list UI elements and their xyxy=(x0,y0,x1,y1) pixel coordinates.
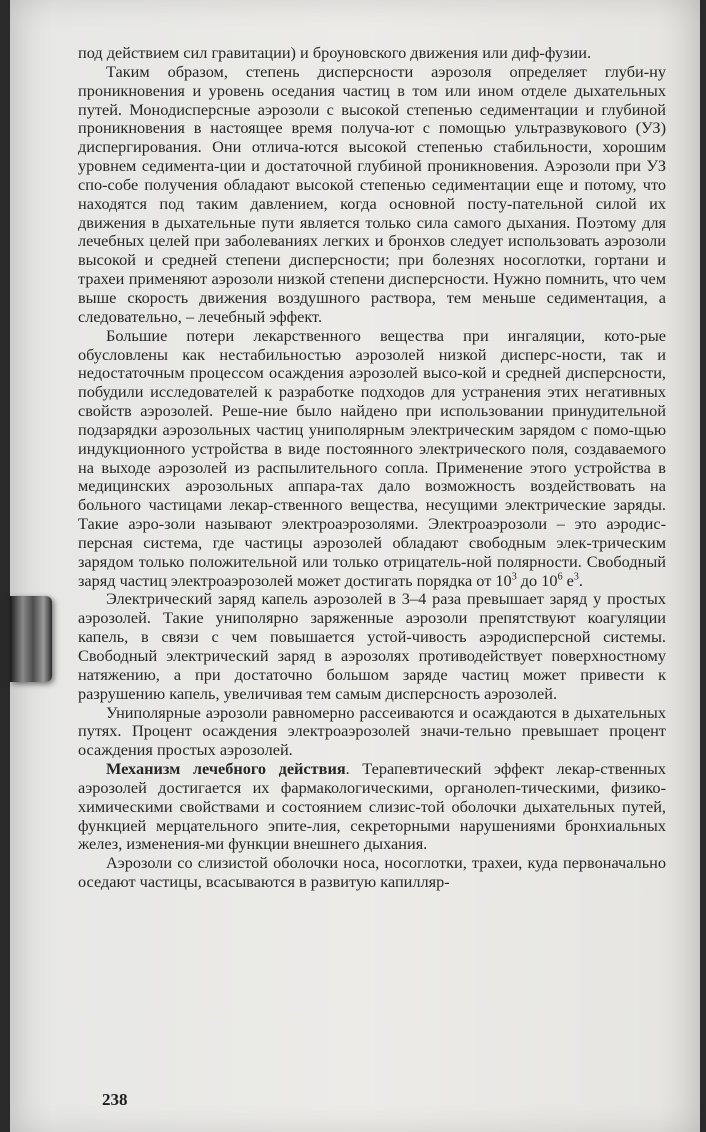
paragraph-electroaerosols xyxy=(78,327,666,591)
paragraph-unipolar xyxy=(78,704,666,761)
paragraph-text: . Терапевтический эффект лекар-ственных аэрозолей достигается их фармакологическими, органолеп-тическими, физико-химическими свойствами и состоянием слизис-той оболочки дыхательных путей, функцией мерцательного эпите-лия, секреторными нарушениями бронхиальных желез, изменения-ми функции внешнего дыхания. xyxy=(78,759,666,854)
paragraph-text: Униполярные аэрозоли равномерно рассеиваются и осаждаются в дыхательных путях. Процент осаждения электроаэрозолей значи-тельно превышает процент осаждения простых аэрозолей. xyxy=(78,702,666,760)
superscript: 6 xyxy=(557,571,563,583)
book-page xyxy=(10,0,700,1132)
paragraph-mechanism xyxy=(78,760,666,854)
paragraph-text: е xyxy=(562,570,574,590)
superscript: 3 xyxy=(573,571,579,583)
binder-clip xyxy=(10,596,52,682)
paragraph-dispersion-degree xyxy=(78,63,666,327)
paragraph-electric-charge xyxy=(78,590,666,703)
paragraph-text: . xyxy=(578,570,583,590)
superscript: 3 xyxy=(511,571,517,583)
paragraph-text: Аэрозоли со слизистой оболочки носа, носоглотки, трахеи, куда первоначально оседают частицы, всасываются в развитую капилляр- xyxy=(78,853,666,892)
paragraph-text: под действием сил гравитации) и броуновского движения или диф-фузии. xyxy=(78,43,592,62)
paragraph-text: Таким образом, степень дисперсности аэрозоля определяет глуби-ну проникновения и уровень оседания частиц в том или ином отделе дыхательных путей. Монодисперсные аэрозоли с высокой степенью седиментации и глубиной проникновения в настоящее время получа-ют с помощью ультразвукового (УЗ) диспергирования. Они отлича-ются высокой степенью стабильности, хорошим уровнем седимента-ции и достаточной глубиной проникновения. Аэрозоли при УЗ спо-собе получения обладают высокой степенью седиментации еще и потому, что находятся под таким давлением, когда основной посту-пательной силой их движения в дыхательные пути является только сила самого дыхания. Поэтому для лечебных целей при заболеваниях легких и бронхов следует использовать аэрозоли высокой и средней степени дисперсности; при болезнях носоглотки, гортани и трахеи применяют аэрозоли низкой степени дисперсности. Нужно помнить, что чем выше скорость движения воздушного раствора, тем меньше седиментация, а следовательно, – лечебный эффект. xyxy=(78,61,666,326)
page-number: 238 xyxy=(102,1090,128,1109)
body-text xyxy=(78,44,666,892)
paragraph-text: до 10 xyxy=(516,570,558,590)
section-heading-inline: Механизм лечебного действия xyxy=(106,759,346,779)
paragraph-text: Электрический заряд капель аэрозолей в 3–4 раза превышает заряд у простых аэрозолей. Такие униполярно заряженные аэрозоли препятствуют коагуляции капель, в связи с чем повышается устой-чивость аэродисперсной системы. Свободный электрический заряд в аэрозолях противодействует поверхностному натяжению, а при достаточно большом заряде частиц может привести к разрушению капель, увеличивая тем самым дисперсность аэрозолей. xyxy=(78,589,666,703)
paragraph-text: Большие потери лекарственного вещества при ингаляции, кото-рые обусловлены как нестабильностью аэрозолей низкой дисперс-ности, так и недостаточным процессом осаждения аэрозолей высо-кой и средней дисперсности, побудили исследователей к разработке подходов для устранения этих негативных свойств аэрозолей. Реше-ние было найдено при использовании принудительной подзарядки аэрозольных частиц униполярным электрическим зарядом с помо-щью индукционного устройства в виде постоянного электрического поля, создаваемого на выходе аэрозолей из распылительного сопла. Применение этого устройства в медицинских аэрозольных аппара-тах дало возможность воздействовать на больного частицами лекар-ственного вещества, несущими электрические заряды. Такие аэро-золи называют электроаэрозолями. Электроаэрозоли – это аэродис-персная система, где частицы аэрозолей обладают свободным элек-трическим зарядом только положительной или только отрицатель-ной полярности. Свободный заряд частиц электроаэрозолей может достигать порядка от 10 xyxy=(78,325,666,590)
paragraph-continuation xyxy=(78,44,666,63)
paragraph-absorption xyxy=(78,854,666,892)
